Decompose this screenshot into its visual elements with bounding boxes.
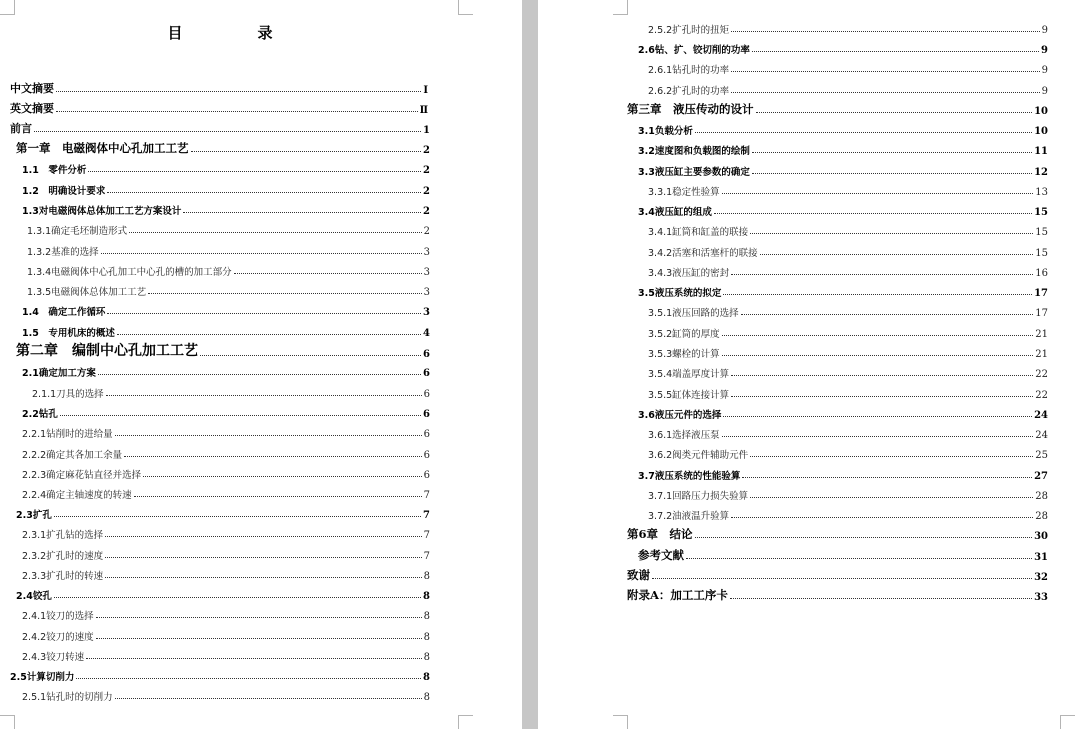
toc-entry[interactable] [22,625,430,643]
toc-entry-page: 4 [423,328,430,339]
toc-entry-page: Ⅱ [419,105,428,116]
toc-entry[interactable] [648,383,1048,401]
toc-entry-title: 英文摘要 [10,102,54,115]
crop-mark [1060,715,1075,729]
dot-leader [106,394,422,396]
toc-entry[interactable] [648,443,1048,461]
toc-entry-page: 9 [1041,86,1048,97]
dot-leader [129,231,421,233]
dot-leader [714,212,1032,214]
toc-entry-page: 8 [423,652,430,663]
toc-entry-title: 致谢 [627,568,650,582]
toc-entry[interactable] [638,545,1048,563]
toc-entry[interactable] [638,403,1048,421]
toc-entry-title: 2.2.1钻削时的进给量 [22,429,113,440]
toc-entry-title: 2.5.2扩孔时的扭矩 [648,25,730,36]
dot-leader [105,535,421,537]
toc-entry-page: 8 [423,571,430,582]
toc-entry-page: 24 [1035,430,1048,441]
dot-leader [731,374,1033,376]
toc-entry-page: 6 [423,470,430,481]
toc-entry-page: 8 [423,692,430,703]
toc-entry-page: 21 [1035,329,1048,340]
toc-entry[interactable] [648,362,1048,380]
toc-entry[interactable] [27,260,430,278]
dot-leader [54,515,421,517]
toc-entry-title: 2.3.3扩孔时的转速 [22,571,104,582]
dot-leader [34,130,421,132]
toc-entry[interactable] [22,463,430,481]
toc-entry[interactable] [22,422,430,440]
toc-entry-page: 6 [423,349,430,360]
dot-leader [54,596,421,598]
toc-entry-page: 2 [423,226,430,237]
toc-entry[interactable] [648,301,1048,319]
toc-entry-title: 3.7液压系统的性能验算 [638,471,741,482]
toc-entry-page: 8 [423,611,430,622]
toc-entry[interactable] [22,321,430,339]
dot-leader [695,131,1032,133]
toc-entry-page: 32 [1034,572,1048,583]
toc-entry-title: 2.1.1刀具的选择 [32,389,104,400]
dot-leader [234,272,422,274]
toc-entry-page: 7 [423,510,430,521]
toc-entry-page: 31 [1034,552,1048,563]
toc-entry-title: 3.1负载分析 [638,126,693,137]
toc-entry-page: 24 [1034,410,1048,421]
toc-entry-title: 1.3.5电磁阀体总体加工工艺 [27,287,147,298]
toc-entry[interactable] [16,584,430,602]
toc-entry-title: 3.6.1选择液压泵 [648,430,720,441]
toc-entry[interactable] [10,78,428,96]
toc-entry-page: 15 [1034,207,1048,218]
dot-leader [731,395,1033,397]
toc-entry-page: 3 [423,287,430,298]
toc-entry[interactable] [22,645,430,663]
toc-entry[interactable] [627,565,1048,583]
dot-leader [200,354,421,356]
toc-entry[interactable] [638,200,1048,218]
toc-entry[interactable] [16,503,430,521]
toc-entry-title: 2.4铰孔 [16,591,52,602]
toc-entry-title: 2.1确定加工方案 [22,368,96,379]
dot-leader [756,111,1033,113]
toc-entry[interactable] [22,361,430,379]
toc-entry-page: 28 [1035,491,1048,502]
toc-entry-page: 8 [423,672,430,683]
dot-leader [56,90,421,92]
toc-entry-page: 8 [423,591,430,602]
dot-leader [107,312,421,314]
dot-leader [750,496,1033,498]
toc-entry[interactable] [638,119,1048,137]
toc-entry-page: 12 [1034,167,1048,178]
dot-leader [148,292,421,294]
dot-leader [105,576,421,578]
document-page-left [0,0,522,729]
toc-entry-page: 2 [423,145,430,156]
toc-entry[interactable] [22,564,430,582]
toc-entry-title: 3.4.3液压缸的密封 [648,268,730,279]
dot-leader [76,677,421,679]
toc-entry-page: 27 [1034,471,1048,482]
dot-leader [731,30,1039,32]
toc-entry-title: 3.7.1回路压力损失验算 [648,491,749,502]
toc-entry-page: 28 [1035,511,1048,522]
toc-entry-title: 参考文献 [638,548,684,562]
toc-entry-title: 1.3对电磁阀体总体加工工艺方案设计 [22,206,182,217]
toc-entry[interactable] [648,220,1048,238]
toc-entry-page: 17 [1035,308,1048,319]
toc-entry-page: 8 [423,632,430,643]
toc-entry-title: 2.2.4确定主轴速度的转速 [22,490,132,501]
toc-entry-title: 2.2.2确定其各加工余量 [22,450,123,461]
toc-entry-page: 10 [1034,126,1048,137]
toc-entry[interactable] [22,402,430,420]
toc-entry-title: 附录A：加工工序卡 [627,588,728,602]
toc-entry[interactable] [638,464,1048,482]
dot-leader [750,232,1033,234]
toc-entry[interactable] [22,199,430,217]
toc-entry-page: 33 [1034,592,1048,603]
toc-entry-title: 3.4液压缸的组成 [638,207,712,218]
toc-entry-page: 17 [1034,288,1048,299]
dot-leader [730,597,1032,599]
dot-leader [60,414,421,416]
dot-leader [96,616,422,618]
toc-entry-page: 7 [423,490,430,501]
toc-entry-page: 9 [1041,65,1048,76]
toc-entry-title: 2.2钻孔 [22,409,58,420]
toc-entry[interactable] [16,138,430,156]
toc-entry[interactable] [638,38,1048,56]
dot-leader [752,151,1032,153]
dot-leader [101,252,422,254]
dot-leader [134,495,422,497]
toc-entry-page: 7 [423,530,430,541]
toc-entry[interactable] [10,665,430,683]
toc-entry-title: 2.5.1钻孔时的切削力 [22,692,113,703]
toc-entry[interactable] [648,18,1048,36]
crop-mark [0,715,15,729]
crop-mark [458,715,473,729]
toc-entry-title: 第6章 结论 [627,527,693,541]
dot-leader [107,191,421,193]
dot-leader [731,273,1033,275]
toc-entry-page: 15 [1035,248,1048,259]
toc-entry-title: 2.2.3确定麻花钻直径并选择 [22,470,142,481]
toc-entry[interactable] [648,180,1048,198]
toc-entry-page: 2 [423,186,430,197]
toc-entry-title: 3.5.5缸体连接计算 [648,390,730,401]
toc-entry-page: 6 [423,389,430,400]
toc-entry[interactable] [10,118,430,136]
dot-leader [741,313,1034,315]
dot-leader [191,150,422,152]
dot-leader [124,455,421,457]
toc-entry-title: 中文摘要 [10,82,54,95]
toc-entry-title: 3.2速度图和负载图的绘制 [638,146,750,157]
toc-entry[interactable] [648,504,1048,522]
toc-entry[interactable] [22,179,430,197]
toc-entry-page: 9 [1041,25,1048,36]
dot-leader [98,373,421,375]
toc-entry-page: Ⅰ [423,85,428,96]
toc-entry-title: 3.5.1液压回路的选择 [648,308,739,319]
dot-leader [86,657,421,659]
toc-entry-title: 1.3.4电磁阀体中心孔加工中心孔的槽的加工部分 [27,267,232,278]
toc-entry[interactable] [27,240,430,258]
toc-entry-page: 21 [1035,349,1048,360]
toc-entry-title: 2.6.1钻孔时的功率 [648,65,730,76]
toc-entry-page: 30 [1034,531,1048,542]
toc-entry-title: 2.6钻、扩、铰切削的功率 [638,45,750,56]
dot-leader [752,172,1032,174]
toc-entry[interactable] [648,241,1048,259]
dot-leader [105,556,421,558]
dot-leader [686,557,1032,559]
toc-entry[interactable] [22,483,430,501]
toc-entry[interactable] [648,58,1048,76]
toc-entry-page: 6 [423,368,430,379]
toc-entry-title: 2.3.2扩孔时的速度 [22,551,104,562]
toc-entry-title: 2.6.2扩孔时的功率 [648,86,730,97]
dot-leader [722,334,1034,336]
toc-entry[interactable] [648,322,1048,340]
dot-leader [88,170,421,172]
dot-leader [695,536,1033,538]
dot-leader [742,476,1032,478]
toc-entry-title: 2.5计算切削力 [10,672,75,683]
dot-leader [723,293,1032,295]
toc-entry-title: 1.1 零件分析 [22,165,87,176]
toc-entry-page: 11 [1034,146,1048,157]
toc-entry-title: 2.4.1铰刀的选择 [22,611,94,622]
toc-entry[interactable] [27,219,430,237]
toc-entry[interactable] [32,382,430,400]
toc-entry-page: 25 [1035,450,1048,461]
crop-mark [0,0,15,15]
dot-leader [752,50,1039,52]
dot-leader [731,516,1033,518]
dot-leader [115,434,422,436]
toc-entry-page: 9 [1041,45,1048,56]
toc-entry-title: 第一章 电磁阀体中心孔加工工艺 [16,141,189,155]
toc-entry[interactable] [22,300,430,318]
toc-entry-page: 3 [423,307,430,318]
toc-entry-title: 3.4.2活塞和活塞杆的联接 [648,248,758,259]
toc-entry-title: 第三章 液压传动的设计 [627,102,754,116]
toc-entry[interactable] [22,544,430,562]
toc-entry-page: 6 [423,450,430,461]
toc-entry[interactable] [627,99,1048,117]
toc-entry[interactable] [648,79,1048,97]
toc-entry-title: 2.4.2铰刀的速度 [22,632,94,643]
toc-entry[interactable] [648,261,1048,279]
dot-leader [722,354,1034,356]
toc-entry-title: 3.6液压元件的选择 [638,410,722,421]
toc-entry-title: 第二章 编制中心孔加工工艺 [16,343,198,359]
toc-entry-title: 1.4 确定工作循环 [22,307,106,318]
dot-leader [183,211,421,213]
crop-mark [613,0,628,15]
toc-entry-title: 1.3.1确定毛坯制造形式 [27,226,128,237]
toc-entry-page: 16 [1035,268,1048,279]
toc-title: 目 录 [167,24,303,42]
toc-entry-page: 3 [423,267,430,278]
dot-leader [143,475,421,477]
dot-leader [117,333,421,335]
toc-entry-title: 2.3扩孔 [16,510,52,521]
toc-entry-title: 2.4.3铰刀转速 [22,652,85,663]
dot-leader [723,415,1032,417]
toc-entry-page: 6 [423,429,430,440]
toc-entry-page: 10 [1034,106,1048,117]
dot-leader [731,91,1039,93]
toc-entry-title: 3.6.2阀类元件辅助元件 [648,450,749,461]
toc-entry-page: 22 [1035,369,1048,380]
toc-entry-title: 2.3.1扩孔钻的选择 [22,530,104,541]
toc-entry[interactable] [627,524,1048,542]
dot-leader [652,577,1032,579]
dot-leader [731,70,1039,72]
toc-entry[interactable] [648,342,1048,360]
toc-entry[interactable] [22,523,430,541]
toc-entry[interactable] [638,160,1048,178]
toc-entry[interactable] [22,604,430,622]
toc-entry-title: 3.5.2缸筒的厚度 [648,329,720,340]
document-page-right [538,0,1077,729]
toc-entry[interactable] [648,484,1048,502]
toc-entry-title: 3.4.1缸筒和缸盖的联接 [648,227,749,238]
crop-mark [613,715,628,729]
toc-entry[interactable] [638,139,1048,157]
toc-entry[interactable] [22,685,430,703]
toc-entry-title: 3.3.1稳定性验算 [648,187,720,198]
toc-entry-title: 1.2 明确设计要求 [22,186,106,197]
toc-entry[interactable] [627,585,1048,603]
dot-leader [760,253,1034,255]
toc-entry-page: 1 [423,125,430,136]
toc-entry[interactable] [22,443,430,461]
toc-entry-page: 2 [423,165,430,176]
toc-entry-title: 前言 [10,122,32,135]
toc-entry-title: 3.3液压缸主要参数的确定 [638,167,750,178]
toc-entry-title: 3.7.2油液温升验算 [648,511,730,522]
crop-mark [458,0,473,15]
toc-entry-page: 13 [1035,187,1048,198]
toc-entry-page: 2 [423,206,430,217]
toc-entry-page: 22 [1035,390,1048,401]
toc-entry-title: 3.5.3螺栓的计算 [648,349,720,360]
toc-entry[interactable] [22,158,430,176]
toc-entry-title: 1.3.2基准的选择 [27,247,99,258]
dot-leader [115,697,422,699]
dot-leader [56,110,418,112]
toc-entry-title: 3.5液压系统的拟定 [638,288,722,299]
dot-leader [722,192,1034,194]
toc-entry[interactable] [27,280,430,298]
toc-entry-title: 3.5.4端盖厚度计算 [648,369,730,380]
dot-leader [750,455,1033,457]
dot-leader [96,637,422,639]
toc-entry[interactable] [648,423,1048,441]
dot-leader [722,435,1034,437]
toc-entry-page: 3 [423,247,430,258]
toc-entry[interactable] [10,98,428,116]
toc-entry[interactable] [16,340,430,360]
toc-entry-page: 6 [423,409,430,420]
toc-entry-title: 1.5 专用机床的概述 [22,328,115,339]
toc-entry-page: 15 [1035,227,1048,238]
toc-entry-page: 7 [423,551,430,562]
toc-entry[interactable] [638,281,1048,299]
